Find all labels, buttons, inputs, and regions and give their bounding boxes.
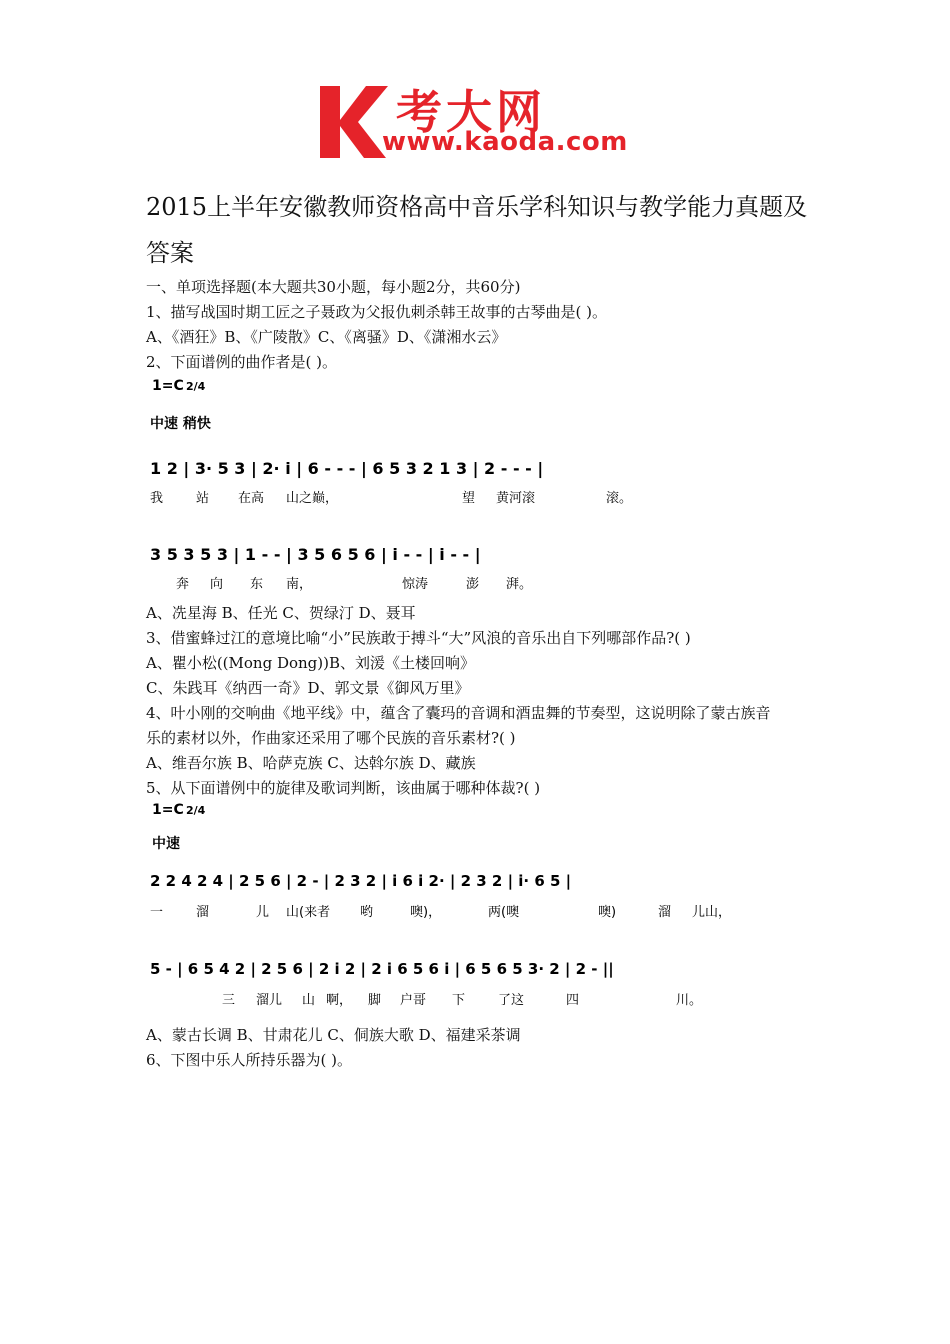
score2-tempo: 中速 (152, 836, 180, 852)
lyric: 噢) (598, 905, 617, 920)
lyric: 向 (210, 577, 224, 592)
lyric: 惊涛 (402, 577, 429, 592)
lyric: 望 (462, 491, 476, 506)
score-example-1 (146, 372, 736, 598)
kaoda-logo (318, 82, 638, 160)
lyric: 山之巅， (286, 491, 339, 506)
lyric: 一 (150, 905, 164, 920)
score1-time-signature: 2/4 (186, 380, 206, 393)
score1-row1-notes: 1 2 | 3· 5 3 | 2· i | 6 - - - | 6 5 3 2 1 3 | 2 - - - | (150, 459, 544, 478)
q4-stem-2: 乐的素材以外，作曲家还采用了哪个民族的音乐素材?( ) (146, 729, 516, 747)
q6-stem: 6、下图中乐人所持乐器为( )。 (146, 1051, 353, 1069)
lyric: 儿山， (692, 905, 732, 920)
lyric: 在高 (238, 491, 265, 506)
q5-stem: 5、从下面谱例中的旋律及歌词判断，该曲属于哪种体裁?( ) (146, 779, 541, 797)
lyric: 了这 (498, 993, 525, 1008)
lyric: 我 (150, 491, 164, 506)
score1-row2-notes: 3 5 3 5 3 | 1 - - | 3 5 6 5 6 | i - - | i - - | (150, 545, 481, 564)
score1-key: 1=C (152, 378, 184, 394)
logo-url: www.kaoda.com (382, 127, 628, 157)
score2-time-signature: 2/4 (186, 804, 206, 817)
lyric: 脚 (368, 993, 382, 1008)
score2-key: 1=C (152, 802, 184, 818)
score1-tempo: 中速 稍快 (150, 416, 211, 432)
lyric: 哟 (360, 905, 374, 920)
lyric: 澎 (466, 577, 480, 592)
score1-row2-lyrics (176, 576, 532, 592)
section-heading: 一、单项选择题(本大题共30小题，每小题2分，共60分) (146, 278, 521, 296)
lyric: 东 (250, 577, 264, 592)
lyric: 南， (286, 577, 313, 592)
lyric: 两(噢 (488, 905, 520, 920)
lyric: 湃。 (506, 577, 533, 592)
score1-row1-lyrics (150, 490, 632, 506)
lyric: 户哥 (400, 993, 427, 1008)
lyric: 啊， (326, 993, 353, 1008)
score2-row2-lyrics (222, 992, 702, 1008)
lyric: 儿 (256, 905, 270, 920)
k-logo-icon (318, 82, 388, 160)
lyric: 噢)， (410, 905, 442, 920)
lyric: 黄河滚 (496, 491, 536, 506)
lyric: 下 (452, 993, 466, 1008)
lyric: 溜 (196, 905, 210, 920)
lyric: 奔 (176, 577, 190, 592)
q3-options-2: C、朱践耳《纳西一奇》D、郭文景《御风万里》 (146, 679, 470, 697)
logo-chinese-name: 考大网 (396, 85, 546, 139)
lyric: 滚。 (606, 491, 633, 506)
score2-row2-notes: 5 - | 6 5 4 2 | 2 5 6 | 2 i 2 | 2 i 6 5 6 i | 6 5 6 5 3· 2 | 2 - || (150, 960, 614, 978)
score2-row1-lyrics (150, 904, 731, 920)
q3-stem: 3、借蜜蜂过江的意境比喻“小”民族敢于搏斗“大”风浪的音乐出自下列哪部作品?( ) (146, 629, 691, 647)
q3-options-1: A、瞿小松((Mong Dong))B、刘湲《土楼回响》 (146, 654, 476, 672)
lyric: 川。 (676, 993, 703, 1008)
lyric: 站 (196, 491, 210, 506)
page-title: 2015上半年安徽教师资格高中音乐学科知识与教学能力真题及答案 (146, 193, 808, 267)
q5-options: A、蒙古长调 B、甘肃花儿 C、侗族大歌 D、福建采茶调 (146, 1026, 521, 1044)
q4-options: A、维吾尔族 B、哈萨克族 C、达斡尔族 D、藏族 (146, 754, 476, 772)
lyric: 四 (566, 993, 580, 1008)
lyric: 溜 (658, 905, 672, 920)
lyric: 山 (302, 993, 316, 1008)
q2-options: A、冼星海 B、任光 C、贺绿汀 D、聂耳 (146, 604, 416, 622)
q4-stem-1: 4、叶小刚的交响曲《地平线》中，蕴含了囊玛的音调和酒盅舞的节奏型，这说明除了蒙古族音 (146, 704, 771, 722)
lyric: 山(来者 (286, 905, 331, 920)
q2-stem: 2、下面谱例的曲作者是( )。 (146, 353, 338, 371)
q1-stem: 1、描写战国时期工匠之子聂政为父报仇刺杀韩王故事的古琴曲是( )。 (146, 303, 608, 321)
lyric: 溜儿 (256, 993, 283, 1008)
score2-row1-notes: 2 2 4 2 4 | 2 5 6 | 2 - | 2 3 2 | i 6 i 2· | 2 3 2 | i· 6 5 | (150, 872, 572, 890)
lyric: 三 (222, 993, 236, 1008)
score-example-2 (146, 796, 746, 1012)
q1-options: A、《酒狂》B、《广陵散》C、《离骚》D、《潇湘水云》 (146, 328, 507, 346)
